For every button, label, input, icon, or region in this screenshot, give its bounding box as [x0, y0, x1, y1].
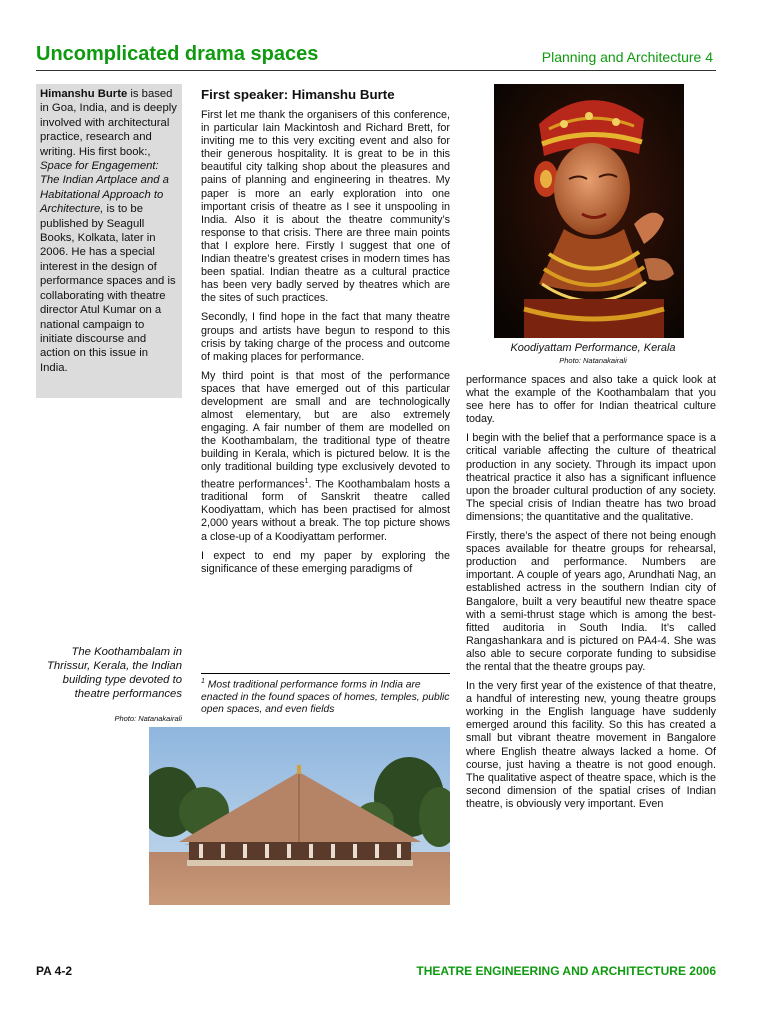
- paragraph: Firstly, there’s the aspect of there not being enough spaces available for theatre groups for rehearsal, production and performance. Numbers are important. A couple of years ago, Arundhati Nag, an established actress in the southern Indian city of Bangalore, built a very beautiful new theatre space with a semi-thrust stage which is among the best-fitted auditoria in South India. It’s called Rangashankara and is pictured on PA4-4. She was also able to secure corporate funding to subsidise the rental that the theatre groups pay.: [466, 530, 716, 673]
- paragraph: Secondly, I find hope in the fact that many theatre groups and artists have begun to respond to this crisis by taking charge of the process and outcome of making places for performance.: [201, 311, 450, 363]
- photo-credit: Photo: Natanakairali: [114, 714, 182, 723]
- footnote-marker: 1: [304, 477, 309, 485]
- paragraph: I expect to end my paper by exploring the significance of these emerging paradigms of: [201, 549, 450, 575]
- bio-text-2: is to be published by Seagull Books, Kolkata, later in 2006. He has a special interest in the design of performance spaces and is collaborating with theatre director Atul Kumar on a national campaign to initiate discourse and action on this issue in India.: [40, 203, 176, 374]
- figure-caption: Koodiyattam Performance, Kerala: [510, 342, 676, 354]
- book-title: Space for Engagement: The Indian Artplace and a Habitational Approach to Architecture,: [40, 160, 169, 216]
- photo-credit: Photo: Natanakairali: [559, 356, 627, 365]
- speaker-heading: First speaker: Himanshu Burte: [201, 87, 395, 102]
- author-name: Himanshu Burte: [40, 88, 128, 100]
- paragraph: I begin with the belief that a performance space is a critical variable affecting the culture of theatrical production in any society. Through its impact upon theatrical practice it also has a significant influence upon the broader cultural production of any society. The special crisis of Indian theatre has two broad dimensions; the quantitative and the qualitative.: [466, 432, 716, 523]
- paragraph: In the very first year of the existence of that theatre, a handful of interesting new, young theatre groups working in the English language have suddenly emerged around this facility. So this has created a small but vibrant theatre movement in Bangalore where English theatre always lacked a home. Of course, just having a theatre is not good enough. The qualitative aspect of theatre space, which is the second dimension of the spatial crises of Indian theatre, is obviously very important. Even: [466, 680, 716, 810]
- koodiyattam-performer-photo: [494, 84, 684, 338]
- header-divider: [36, 70, 716, 71]
- koothambalam-building-photo: [149, 727, 450, 905]
- page-number: PA 4-2: [36, 964, 73, 978]
- article-column-1: [201, 109, 450, 582]
- page-title: Uncomplicated drama spaces: [36, 43, 319, 65]
- paragraph-text: . The Koothambalam hosts a traditional form of Sanskrit theatre called Koodiyattam, which has been practised for almost 2,000 years without a break. The top picture shows a close-up of a Koodiyattam performer.: [201, 478, 451, 543]
- footnote-number: 1: [201, 678, 205, 685]
- author-bio-box: [36, 84, 182, 398]
- article-column-2: [466, 374, 716, 817]
- paragraph: performance spaces and also take a quick look at what the example of the Koothambalam that you see here has to offer for Indian theatrical culture today.: [466, 374, 716, 426]
- section-label: Planning and Architecture 4: [541, 49, 713, 65]
- paragraph: [201, 370, 450, 544]
- footnote-divider: [201, 673, 450, 674]
- figure-caption: The Koothambalam in Thrissur, Kerala, the Indian building type devoted to theatre performances: [46, 646, 182, 700]
- publication-name: THEATRE ENGINEERING AND ARCHITECTURE 2006: [416, 964, 716, 978]
- bio-text-1: is based in Goa, India, and is deeply involved with architectural practice, research and writing. His first book:,: [40, 88, 177, 158]
- paragraph: First let me thank the organisers of this conference, in particular Iain Mackintosh and Richard Brett, for inviting me to this very exciting event and also for their generous hospitality. It is great to be in this beautiful city talking shop about the pleasures and pains of planning and engineering in theatres. My paper is more an early exploration into one important crisis of theatre as I see it unspooling in India. Also it is about the theatre community’s response to that crisis. There are three main points that I explore here. Firstly I suggest that one of Indian theatre’s greatest crises in modern times has been spatial. Indian theatre as a cultural practice has been very badly served by theatres which are the sites of such practices.: [201, 109, 450, 305]
- footnote: [201, 676, 450, 717]
- footnote-text: Most traditional performance forms in India are enacted in the found spaces of homes, temples, public open spaces, and even fields: [201, 679, 450, 716]
- paragraph-text: My third point is that most of the performance spaces that have emerged out of this particular development are small and are technologically almost elementary, but are also extremely engaging. A fair number of them are modelled on the Koothambalam, the traditional type of theatre building in Kerala, which is pictured below. It is the only traditional building type exclusively devoted to theatre performances: [201, 369, 450, 491]
